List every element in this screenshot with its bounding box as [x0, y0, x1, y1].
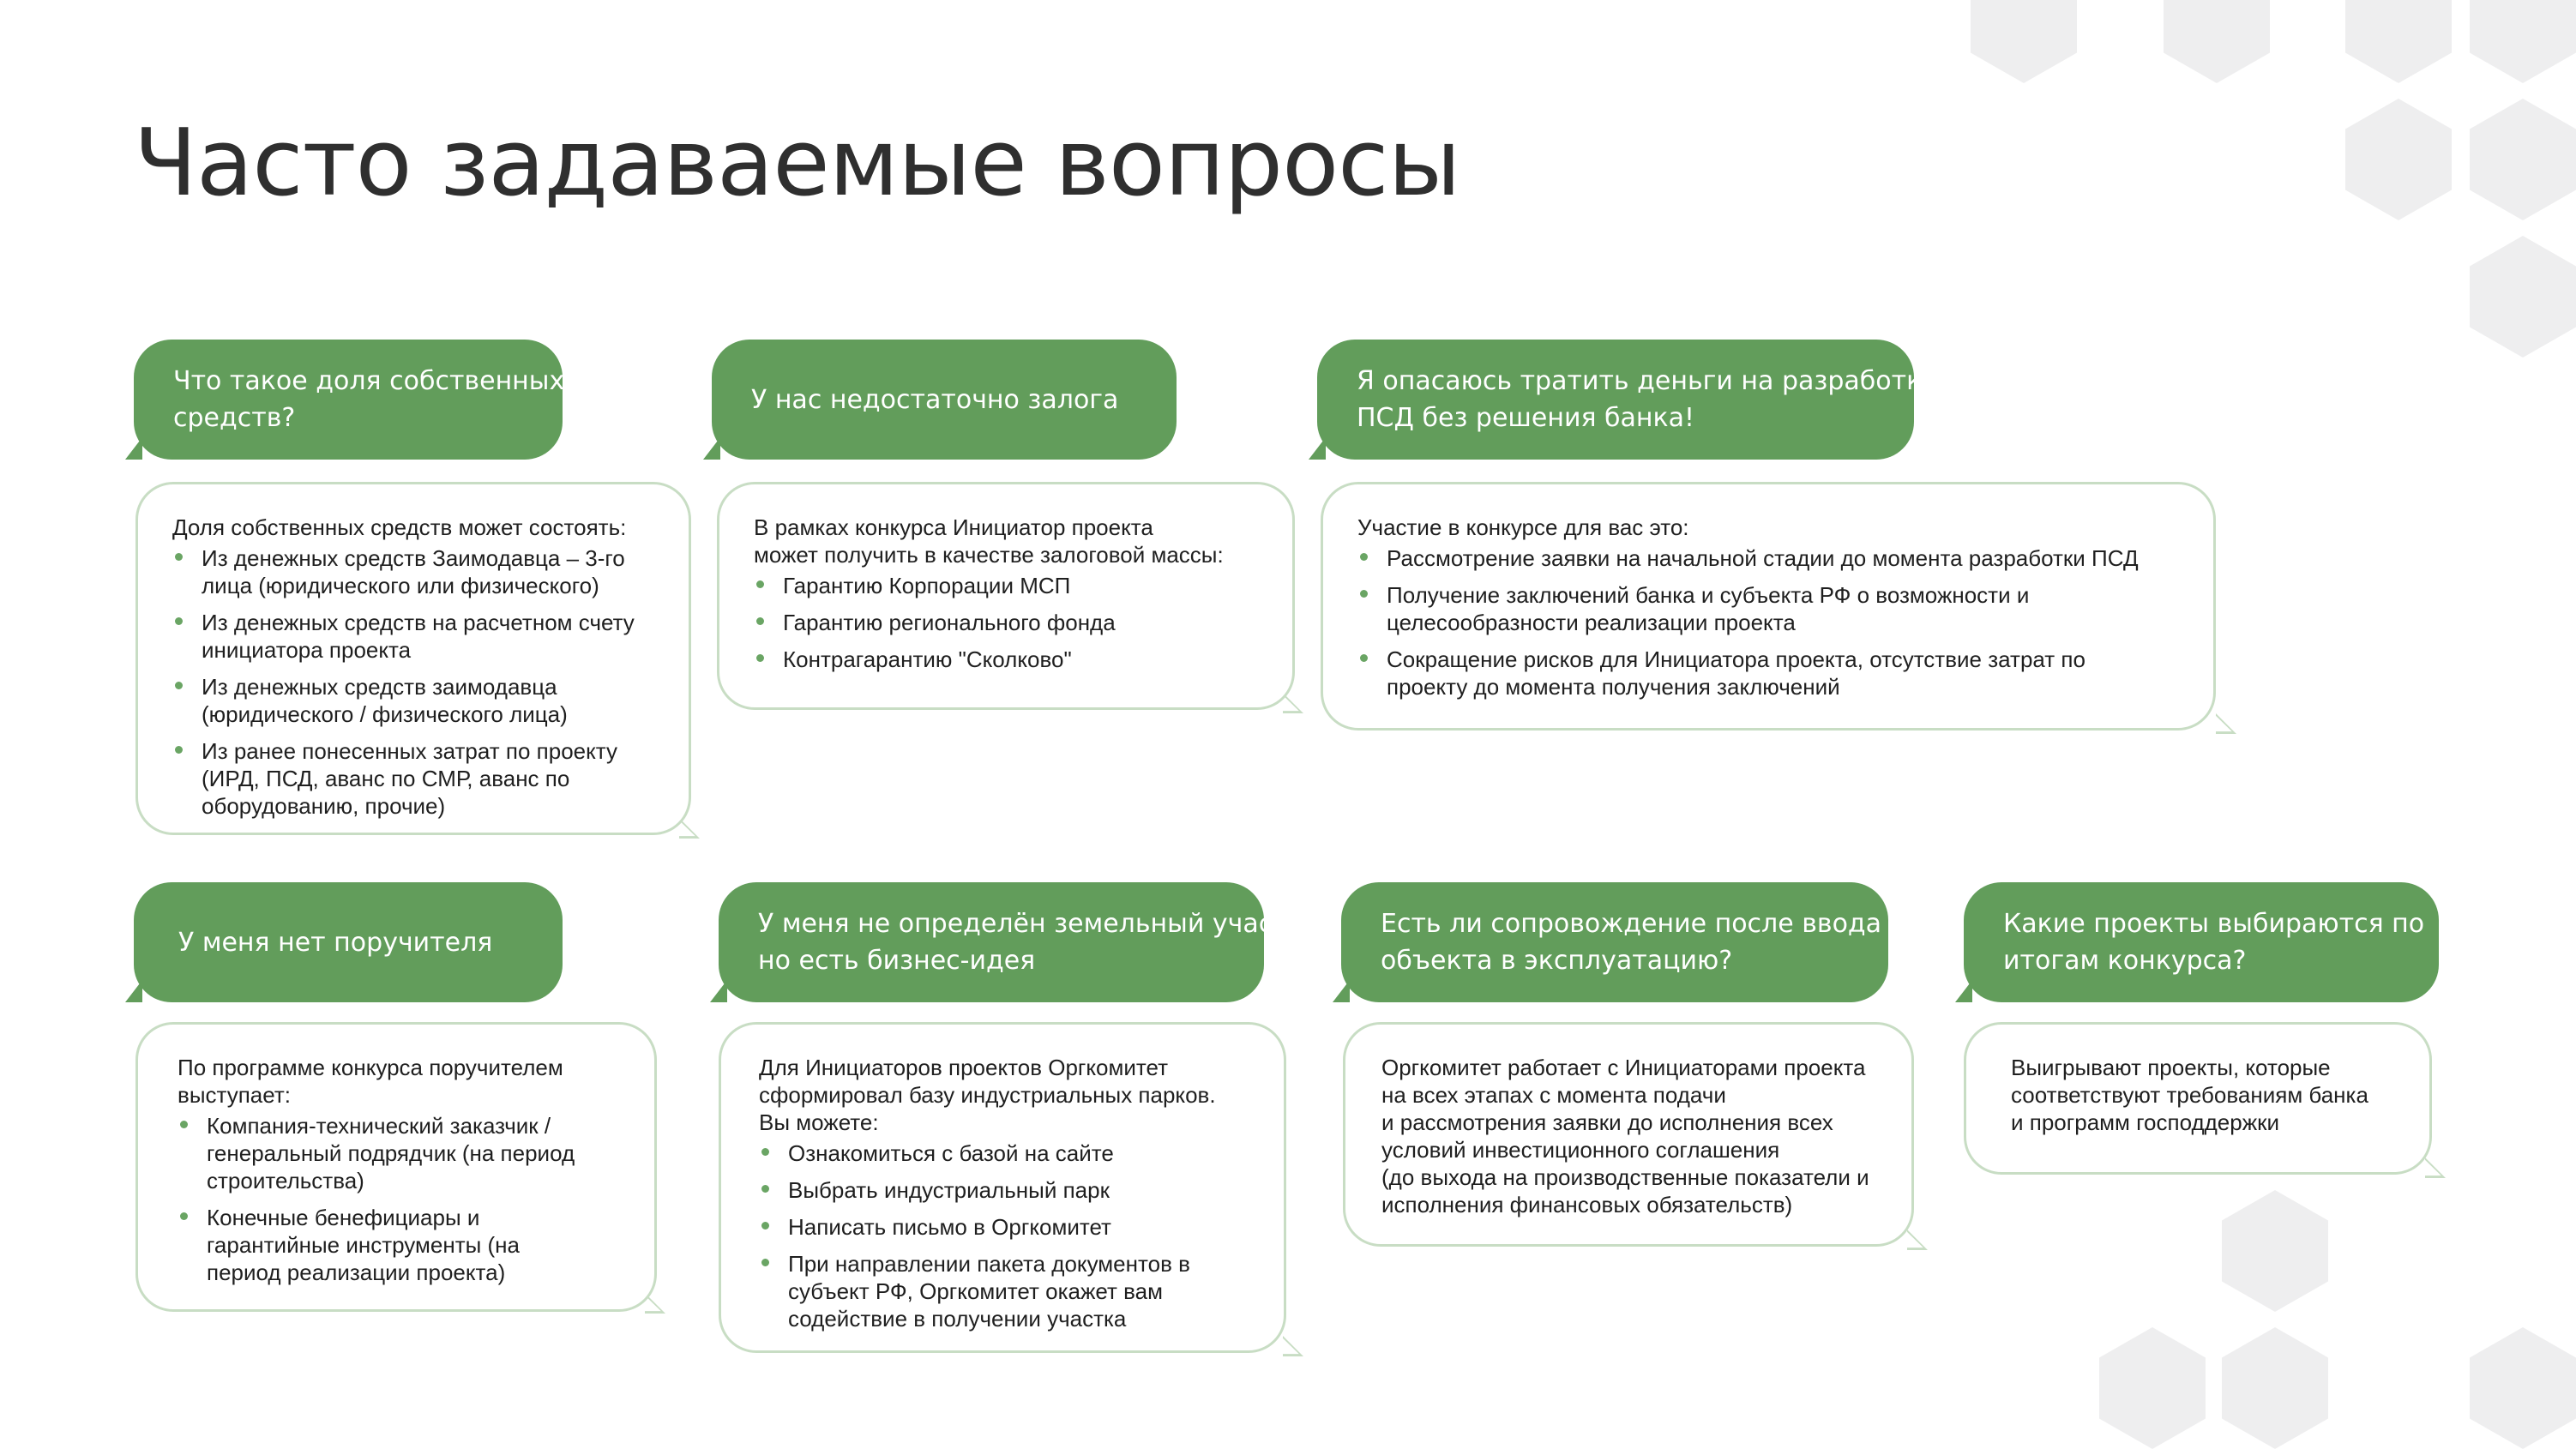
list-item: Из денежных средств на расчетном счету инициатора проекта: [172, 609, 668, 664]
faq-answer-6: [1343, 1022, 1914, 1247]
faq-answer-list: [1357, 544, 2193, 700]
faq-answer-intro: Доля собственных средств может состоять:: [172, 514, 627, 540]
faq-question-6: [1341, 882, 1888, 1002]
faq-question-line: У нас недостаточно залога: [751, 384, 1119, 415]
list-item: Рассмотрение заявки на начальной стадии до момента разработки ПСД: [1357, 544, 2193, 572]
faq-question-line: Какие проекты выбираются по: [2003, 909, 2425, 939]
faq-question-line: объекта в эксплуатацию?: [1381, 946, 1733, 976]
list-item: Выбрать индустриальный парк: [759, 1176, 1263, 1204]
list-item: Получение заключений банка и субъекта РФ о возможности и целесообразности реализации проекта: [1357, 581, 2193, 636]
list-item: Компания-технический заказчик / генеральный подрядчик (на период строительства): [178, 1112, 634, 1194]
decor-hexagon: [2470, 236, 2576, 358]
list-item: При направлении пакета документов в субъект РФ, Оргкомитет окажет вам содействие в получении участка: [759, 1250, 1263, 1332]
faq-answer-list: [178, 1112, 634, 1286]
faq-question-5: [719, 882, 1327, 1002]
decor-hexagon: [2470, 1327, 2576, 1449]
faq-question-line: У меня нет поручителя: [178, 927, 493, 958]
faq-answer-list: [172, 544, 668, 820]
decor-hexagon: [2164, 0, 2270, 83]
faq-question-4: [134, 882, 563, 1002]
faq-answer-3: [1321, 482, 2216, 731]
faq-question-7: [1964, 882, 2439, 1002]
faq-answer-7: [1964, 1022, 2432, 1175]
decor-hexagon: [2470, 0, 2576, 83]
list-item: Ознакомиться с базой на сайте: [759, 1139, 1263, 1167]
faq-answer-text: Оргкомитет работает с Инициаторами проекта на всех этапах с момента подачи и рассмотрения заявки до исполнения всех условий инвестиционного соглашения (до выхода на производственные показатели и исполнения финансовых обязательств): [1381, 1055, 1869, 1218]
faq-question-line: У меня не определён земельный участок,: [758, 909, 1327, 939]
answer-bubble-tail: [1283, 1336, 1303, 1356]
faq-question-line: ПСД без решения банка!: [1357, 403, 1695, 433]
faq-answer-4: [135, 1022, 657, 1312]
list-item: Из денежных средств заимодавца (юридического / физического лица): [172, 673, 668, 728]
faq-answer-list: [754, 572, 1272, 673]
answer-bubble-tail: [2216, 713, 2236, 734]
faq-question-2: [712, 340, 1177, 460]
list-item: Написать письмо в Оргкомитет: [759, 1213, 1263, 1241]
decor-hexagon: [2222, 1190, 2328, 1312]
page-title: Часто задаваемые вопросы: [134, 110, 1460, 217]
answer-bubble-tail: [2425, 1157, 2446, 1178]
answer-bubble-tail: [1907, 1230, 1928, 1250]
decor-hexagon: [2345, 99, 2452, 220]
faq-answer-intro: В рамках конкурса Инициатор проекта может получить в качестве залоговой массы:: [754, 514, 1224, 568]
faq-question-line: Что такое доля собственных: [173, 366, 565, 396]
decor-hexagon: [2470, 99, 2576, 220]
list-item: Из ранее понесенных затрат по проекту (ИРД, ПСД, аванс по СМР, аванс по оборудованию, прочие): [172, 737, 668, 820]
faq-question-line: средств?: [173, 403, 296, 433]
decor-hexagon: [1971, 0, 2077, 83]
faq-question-line: Я опасаюсь тратить деньги на разработку: [1357, 366, 1937, 396]
faq-answer-text: Выигрывают проекты, которые соответствуют требованиям банка и программ господдержки: [2011, 1055, 2368, 1135]
faq-answer-5: [719, 1022, 1286, 1353]
faq-answer-2: [717, 482, 1295, 710]
faq-answer-list: [759, 1139, 1263, 1332]
list-item: Конечные бенефициары и гарантийные инструменты (на период реализации проекта): [178, 1204, 634, 1286]
faq-answer-intro: По программе конкурса поручителем выступает:: [178, 1055, 563, 1108]
faq-answer-intro: Для Инициаторов проектов Оргкомитет сформировал базу индустриальных парков. Вы можете:: [759, 1055, 1216, 1135]
faq-answer-1: [135, 482, 691, 835]
faq-question-3: [1317, 340, 1937, 460]
list-item: Контрагарантию "Сколково": [754, 646, 1272, 673]
faq-question-line: итогам конкурса?: [2003, 946, 2247, 976]
faq-question-1: [134, 340, 563, 460]
decor-hexagon: [2099, 1327, 2206, 1449]
faq-answer-intro: Участие в конкурсе для вас это:: [1357, 514, 1689, 540]
faq-question-line: но есть бизнес-идея: [758, 946, 1036, 976]
list-item: Гарантию Корпорации МСП: [754, 572, 1272, 599]
list-item: Из денежных средств Заимодавца – 3-го лица (юридического или физического): [172, 544, 668, 599]
list-item: Гарантию регионального фонда: [754, 609, 1272, 636]
faq-question-line: Есть ли сопровождение после ввода: [1381, 909, 1882, 939]
decor-hexagon: [2345, 0, 2452, 83]
decor-hexagon: [2222, 1327, 2328, 1449]
list-item: Сокращение рисков для Инициатора проекта, отсутствие затрат по проекту до момента получения заключений: [1357, 646, 2193, 700]
